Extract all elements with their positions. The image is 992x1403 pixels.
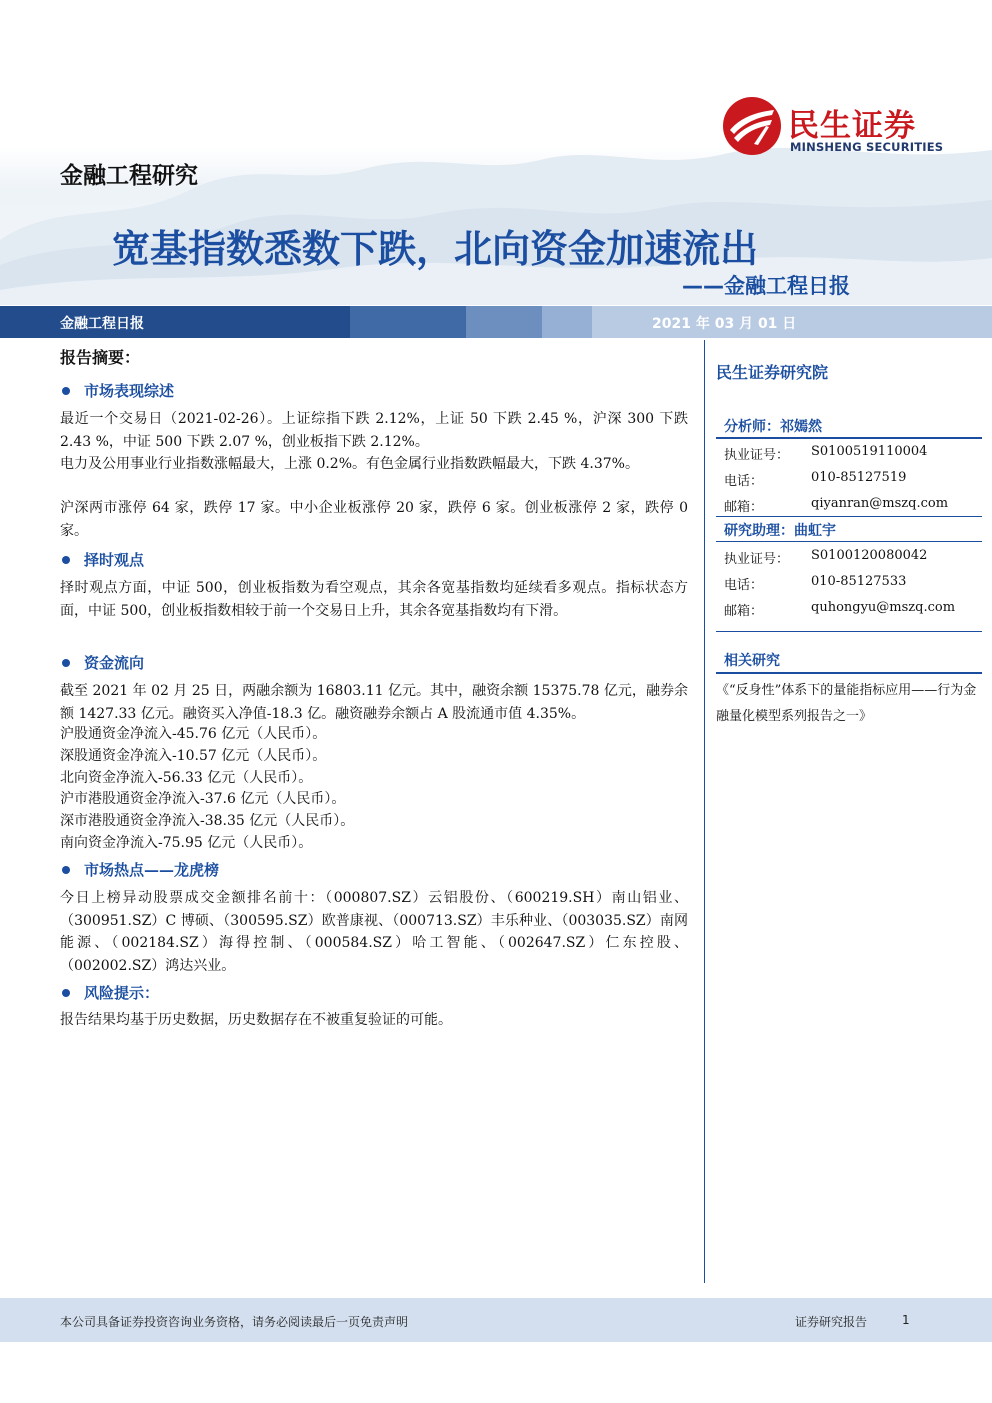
analyst-license-row: 执业证号： S0100519110004 — [724, 444, 928, 463]
paragraph: 北向资金净流入-56.33 亿元（人民币）。 — [60, 770, 313, 786]
paragraph: 报告结果均基于历史数据，历史数据存在不被重复验证的可能。 — [60, 1012, 452, 1028]
report-header — [0, 0, 992, 305]
column-divider — [704, 340, 705, 1283]
bullet-icon — [62, 659, 70, 667]
section-heading-fund-flow: 资金流向 — [62, 652, 144, 673]
section-heading-market: 市场表现综述 — [62, 380, 174, 401]
assistant-email-link[interactable]: quhongyu@mszq.com — [811, 600, 956, 615]
paragraph: 沪深两市涨停 64 家，跌停 17 家。中小企业板涨停 20 家，跌停 6 家。创业板涨停 2 家，跌停 0 家。 — [60, 500, 688, 539]
related-research-item[interactable]: 《“反身性”体系下的量能指标应用——行为金融量化模型系列报告之一》 — [716, 683, 977, 724]
assistant-license-row: 执业证号： S0100120080042 — [724, 548, 928, 567]
paragraph: 电力及公用事业行业指数涨幅最大，上涨 0.2%。有色金属行业指数跌幅最大，下跌 4.37%。 — [60, 456, 639, 472]
related-research-heading: 相关研究 — [724, 653, 780, 669]
divider — [716, 437, 982, 439]
report-subtitle: ——金融工程日报 — [682, 274, 850, 298]
report-info-band — [0, 306, 992, 338]
paragraph: 深市港股通资金净流入-38.35 亿元（人民币）。 — [60, 813, 355, 829]
analyst-heading: 分析师：祁嫣然 — [724, 419, 822, 435]
section-heading-risk: 风险提示： — [62, 982, 159, 1003]
footer-disclaimer: 本公司具备证券投资咨询业务资格，请务必阅读最后一页免责声明 — [60, 1315, 409, 1329]
analyst-phone-row: 电话： 010-85127519 — [724, 470, 907, 489]
institute-name: 民生证券研究院 — [716, 363, 829, 382]
paragraph: 最近一个交易日（2021-02-26）。上证综指下跌 2.12%，上证 50 下跌 2.45 %，沪深 300 下跌 2.43 %，中证 500 下跌 2.07 %，创业板指下跌 2.12%。 — [60, 411, 688, 450]
section-heading-hotspot: 市场热点——龙虎榜 — [62, 859, 219, 880]
bullet-icon — [62, 556, 70, 564]
paragraph: 择时观点方面，中证 500，创业板指数为看空观点，其余各宽基指数均延续看多观点。指标状态方面，中证 500，创业板指数相较于前一个交易日上升，其余各宽基指数均有下滑。 — [60, 580, 688, 619]
paragraph: 南向资金净流入-75.95 亿元（人民币）。 — [60, 835, 313, 851]
report-category: 金融工程研究 — [60, 163, 198, 189]
bullet-icon — [62, 866, 70, 874]
paragraph: 深股通资金净流入-10.57 亿元（人民币）。 — [60, 748, 327, 764]
assistant-email-row: 邮箱： quhongyu@mszq.com — [724, 600, 956, 619]
logo-english-name: MINSHENG SECURITIES — [790, 140, 944, 154]
paragraph: 沪股通资金净流入-45.76 亿元（人民币）。 — [60, 726, 327, 742]
paragraph: 沪市港股通资金净流入-37.6 亿元（人民币）。 — [60, 791, 346, 807]
bullet-icon — [62, 989, 70, 997]
page-number: 1 — [902, 1313, 910, 1327]
section-heading-timing: 择时观点 — [62, 549, 144, 570]
divider — [716, 516, 982, 517]
paragraph: 今日上榜异动股票成交金额排名前十：（000807.SZ）云铝股份、（600219.SH）南山铝业、（300951.SZ）C 博硕、（300595.SZ）欧普康视、（000713.SZ）丰乐种业、（003035.SZ）南网能源、（002184.SZ）海得控制、（000584.SZ）哈工智能、（002647.SZ）仁东控股、（002002.SZ）鸿达兴业。 — [60, 890, 688, 974]
divider — [716, 541, 982, 542]
logo-chinese-name: 民生证券 — [788, 108, 916, 144]
summary-title: 报告摘要： — [60, 348, 141, 367]
assistant-phone-row: 电话： 010-85127533 — [724, 574, 907, 593]
paragraph: 截至 2021 年 02 月 25 日，两融余额为 16803.11 亿元。其中，融资余额 15375.78 亿元，融券余额 1427.33 亿元。融资买入净值-18.3 亿。融资融券余额占 A 股流通市值 4.35%。 — [60, 683, 688, 722]
report-type-label: 金融工程日报 — [60, 316, 144, 332]
assistant-heading: 研究助理：曲虹宇 — [724, 523, 836, 539]
analyst-email-row: 邮箱： qiyanran@mszq.com — [724, 496, 949, 515]
divider — [716, 672, 982, 674]
report-date: 2021 年 03 月 01 日 — [652, 316, 797, 332]
minsheng-logo-icon — [722, 96, 782, 156]
report-title: 宽基指数悉数下跌，北向资金加速流出 — [112, 227, 759, 271]
analyst-email-link[interactable]: qiyanran@mszq.com — [811, 496, 949, 511]
bullet-icon — [62, 387, 70, 395]
footer-report-label: 证券研究报告 — [795, 1315, 868, 1329]
divider — [716, 631, 982, 632]
